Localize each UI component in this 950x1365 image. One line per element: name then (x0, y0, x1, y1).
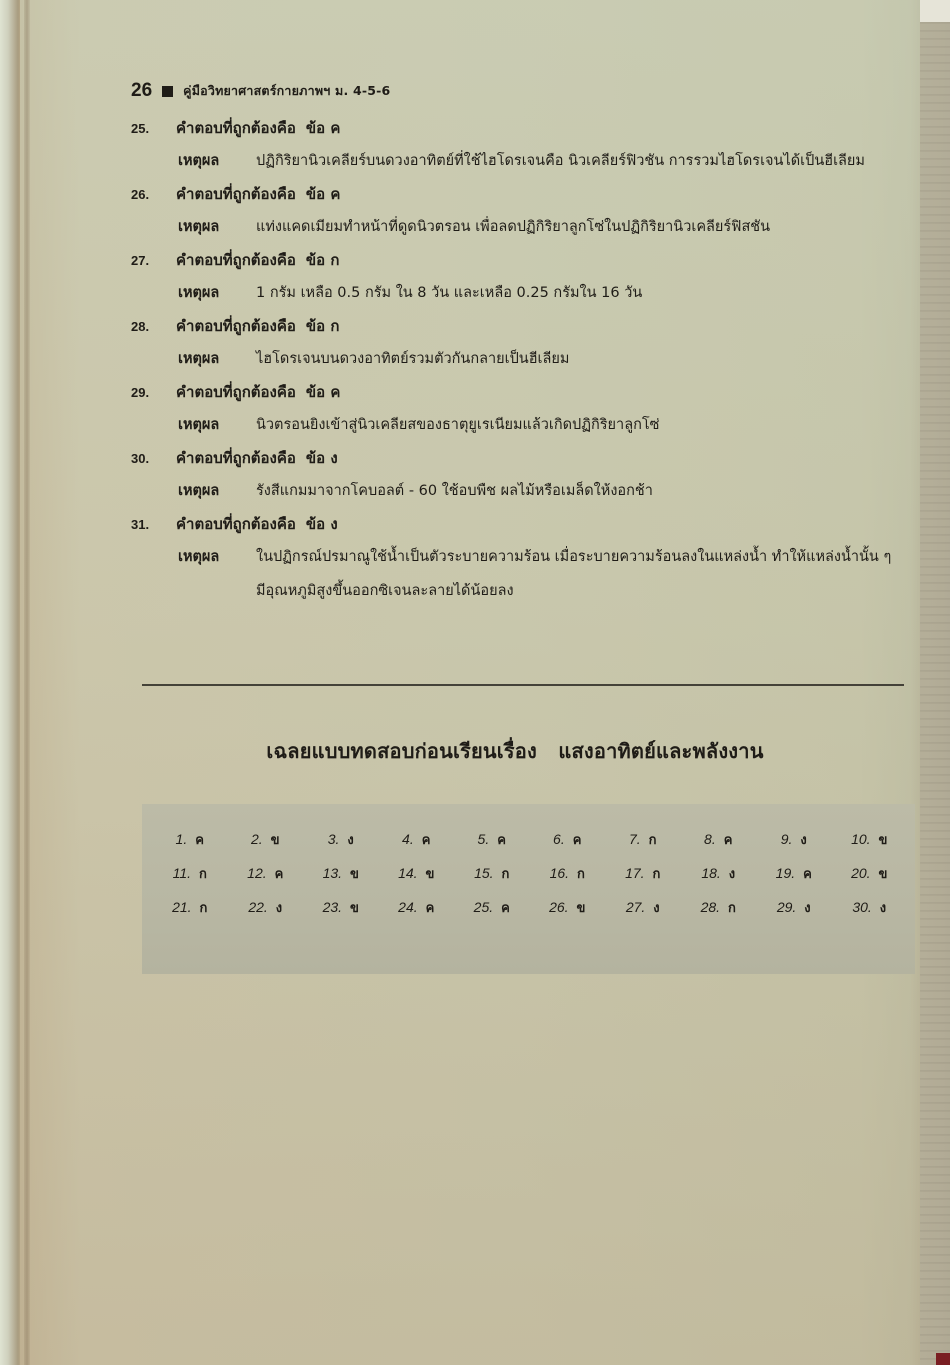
reason-label: เหตุผล (178, 483, 220, 499)
answer-key-cell (681, 828, 757, 850)
answer-key-choice: ง (879, 900, 887, 916)
answer-key-choice: ข (350, 866, 359, 882)
answer-key-choice: ค (497, 832, 506, 848)
answer-key-cell (605, 862, 681, 884)
answer-item (131, 380, 911, 442)
answer-explanations (131, 116, 911, 608)
answer-key-choice: ค (195, 832, 204, 848)
correct-answer-label: คำตอบที่ถูกต้องคือ (176, 251, 296, 269)
section-title: เฉลยแบบทดสอบก่อนเรียนเรื่อง แสงอาทิตย์และพลังงาน (266, 739, 764, 763)
reason-text: แท่งแคดเมียมทำหน้าที่ดูดนิวตรอน เพื่อลดปฏิกิริยาลูกโซ่ในปฏิกิริยานิวเคลียร์ฟิสชัน (256, 219, 771, 235)
book-title: คู่มือวิทยาศาสตร์กายภาพฯ ม. 4-5-6 (183, 83, 391, 98)
answer-key-number: 8. (704, 831, 716, 847)
answer-key-number: 19. (775, 865, 796, 881)
answer-key-number: 16. (549, 865, 570, 881)
answer-key-cell (228, 828, 304, 850)
answer-item (131, 314, 911, 376)
answer-key-cell (605, 896, 681, 918)
answer-key-cell (379, 828, 455, 850)
answer-key-number: 10. (851, 831, 871, 847)
answer-choice: ข้อ ค (305, 383, 341, 401)
answer-key-cell (756, 828, 832, 850)
answer-key-number: 25. (473, 899, 494, 915)
answer-key-cell (681, 896, 757, 918)
answer-choice: ข้อ ง (305, 449, 338, 467)
reason-label: เหตุผล (178, 219, 220, 235)
answer-key-choice: ข (576, 900, 586, 916)
answer-key-choice: ง (728, 866, 736, 882)
answer-choice: ข้อ ค (305, 185, 341, 203)
answer-key-cell (303, 896, 379, 918)
running-head (131, 80, 390, 102)
answer-key-cell (152, 862, 228, 884)
reason-text: นิวตรอนยิงเข้าสู่นิวเคลียสของธาตุยูเรเนียมแล้วเกิดปฏิกิริยาลูกโซ่ (256, 417, 660, 433)
reason-label: เหตุผล (178, 417, 220, 433)
answer-key-choice: ก (199, 900, 208, 916)
answer-item (131, 446, 911, 508)
answer-key-choice: ก (577, 866, 585, 882)
answer-key-choice: ค (425, 900, 435, 916)
answer-key-number: 15. (474, 865, 494, 881)
answer-key-choice: ข (878, 832, 888, 848)
answer-key-choice: ค (421, 832, 431, 848)
answer-key-choice: ก (648, 832, 657, 848)
answer-key-choice: ก (652, 866, 661, 882)
answer-key-cell (530, 862, 606, 884)
answer-key-number: 29. (776, 899, 797, 915)
answer-key-cell (152, 896, 228, 918)
answer-key-choice: ง (653, 900, 660, 916)
answer-key-cell (379, 862, 455, 884)
answer-key-number: 30. (852, 899, 872, 915)
section-divider (142, 684, 904, 686)
answer-key-box (142, 804, 915, 974)
answer-key-number: 21. (172, 899, 192, 915)
question-number: 30. (131, 451, 150, 466)
reason-text: ในปฏิกรณ์ปรมาณูใช้น้ำเป็นตัวระบายความร้อน เมื่อระบายความร้อนลงในแหล่งน้ำ ทำให้แหล่งน้ำนั้น ๆ มีอุณหภูมิสูงขึ้นออกซิเจนละลายได้น้อยลง (256, 549, 892, 599)
answer-key-choice: ก (501, 866, 510, 882)
reason-text: ไฮโดรเจนบนดวงอาทิตย์รวมตัวกันกลายเป็นฮีเลียม (256, 351, 570, 367)
answer-key-number: 28. (700, 899, 721, 915)
answer-key-number: 17. (625, 865, 645, 881)
answer-key-choice: ค (572, 832, 582, 848)
answer-key-cell (152, 828, 228, 850)
reason-label: เหตุผล (178, 549, 220, 565)
answer-key-cell (832, 896, 908, 918)
answer-key-choice: ง (800, 832, 807, 848)
page-stack-edge (920, 0, 950, 1365)
answer-key-choice: ง (275, 900, 283, 916)
question-number: 25. (131, 121, 150, 136)
answer-key-choice: ข (878, 866, 888, 882)
answer-key-cell (530, 896, 606, 918)
answer-key-number: 5. (477, 831, 490, 847)
question-number: 26. (131, 187, 150, 202)
answer-key-number: 26. (549, 899, 569, 915)
reason-label: เหตุผล (178, 153, 220, 169)
answer-choice: ข้อ ก (305, 251, 340, 269)
answer-key-number: 6. (553, 831, 565, 847)
answer-key-cell (605, 828, 681, 850)
answer-key-number: 23. (322, 899, 343, 915)
answer-choice: ข้อ ค (305, 119, 341, 137)
answer-key-number: 4. (402, 831, 414, 847)
answer-key-choice: ค (803, 866, 812, 882)
answer-key-number: 14. (398, 865, 418, 881)
reason-label: เหตุผล (178, 285, 220, 301)
page-corner-highlight (920, 0, 950, 22)
answer-key-number: 13. (322, 865, 343, 881)
answer-item (131, 182, 911, 244)
question-number: 28. (131, 319, 150, 334)
reason-label: เหตุผล (178, 351, 220, 367)
answer-key-cell (681, 862, 757, 884)
answer-key-cell (454, 828, 530, 850)
answer-key-choice: ข (350, 900, 359, 916)
answer-key-choice: ข (425, 866, 435, 882)
correct-answer-label: คำตอบที่ถูกต้องคือ (176, 185, 296, 203)
answer-item (131, 116, 911, 178)
bottom-corner-mark (936, 1353, 950, 1365)
answer-key-choice: ค (274, 866, 284, 882)
reason-text: รังสีแกมมาจากโคบอลต์ - 60 ใช้อบพืช ผลไม้หรือเมล็ดให้งอกช้า (256, 483, 653, 499)
answer-choice: ข้อ ง (305, 515, 338, 533)
answer-choice: ข้อ ก (305, 317, 340, 335)
answer-item (131, 512, 911, 608)
answer-key-number: 18. (701, 865, 721, 881)
correct-answer-label: คำตอบที่ถูกต้องคือ (176, 119, 296, 137)
correct-answer-label: คำตอบที่ถูกต้องคือ (176, 515, 296, 533)
answer-key-choice: ก (728, 900, 736, 916)
reason-text: ปฏิกิริยานิวเคลียร์บนดวงอาทิตย์ที่ใช้ไฮโดรเจนคือ นิวเคลียร์ฟิวชัน การรวมไฮโดรเจนได้เป็นฮีเลียม (256, 153, 865, 169)
question-number: 31. (131, 517, 150, 532)
answer-key-number: 7. (628, 831, 641, 847)
answer-key-cell (756, 862, 832, 884)
answer-key-cell (454, 862, 530, 884)
answer-key-choice: ค (723, 832, 733, 848)
question-number: 29. (131, 385, 150, 400)
answer-key-choice: ง (347, 832, 354, 848)
answer-key-grid (152, 828, 907, 918)
answer-key-number: 3. (327, 831, 340, 847)
answer-key-cell (530, 828, 606, 850)
square-bullet-icon (162, 86, 173, 97)
answer-key-cell (756, 896, 832, 918)
answer-key-number: 12. (247, 865, 267, 881)
answer-key-number: 9. (780, 831, 793, 847)
answer-key-cell (228, 896, 304, 918)
answer-key-choice: ข (270, 832, 280, 848)
answer-key-number: 22. (248, 899, 268, 915)
answer-key-number: 24. (398, 899, 418, 915)
answer-key-number: 27. (625, 899, 646, 915)
answer-key-cell (228, 862, 304, 884)
reason-text: 1 กรัม เหลือ 0.5 กรัม ใน 8 วัน และเหลือ 0.25 กรัมใน 16 วัน (256, 285, 643, 301)
answer-key-number: 1. (175, 831, 188, 847)
spine-shadow (24, 0, 30, 1365)
answer-key-cell (832, 828, 908, 850)
answer-key-cell (379, 896, 455, 918)
answer-key-cell (303, 862, 379, 884)
answer-key-number: 20. (851, 865, 871, 881)
answer-key-cell (303, 828, 379, 850)
page-left-edge (0, 0, 20, 1365)
answer-key-number: 2. (250, 831, 263, 847)
answer-key-cell (832, 862, 908, 884)
answer-key-cell (454, 896, 530, 918)
page-number: 26 (131, 80, 153, 101)
answer-key-choice: ก (199, 866, 207, 882)
answer-key-number: 11. (172, 865, 192, 881)
correct-answer-label: คำตอบที่ถูกต้องคือ (176, 317, 296, 335)
answer-key-choice: ง (804, 900, 811, 916)
correct-answer-label: คำตอบที่ถูกต้องคือ (176, 383, 296, 401)
answer-item (131, 248, 911, 310)
correct-answer-label: คำตอบที่ถูกต้องคือ (176, 449, 296, 467)
question-number: 27. (131, 253, 150, 268)
answer-key-choice: ค (501, 900, 510, 916)
